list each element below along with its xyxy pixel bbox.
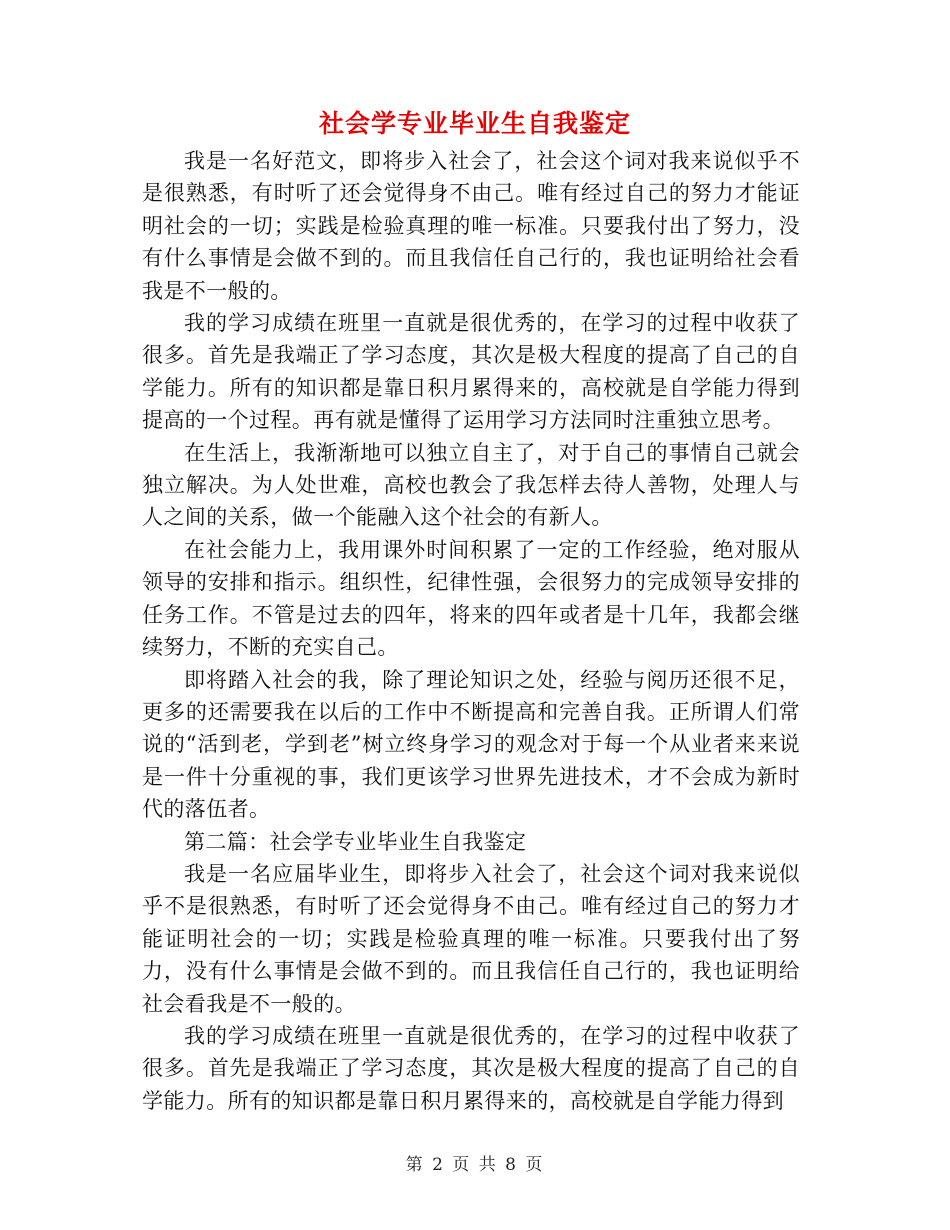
paragraph-intro: 我是一名好范文，即将步入社会了，社会这个词对我来说似乎不是很熟悉，有时听了还会觉得身不由己。唯有经过自己的努力才能证明社会的一切；实践是检验真理的唯一标准。只要我付出了努力，没有什么事情是会做不到的。而且我信任自己行的，我也证明给社会看我是不一般的。 bbox=[142, 149, 800, 303]
section-heading-part-two: 第二篇：社会学专业毕业生自我鉴定 bbox=[184, 829, 527, 854]
paragraph-study: 我的学习成绩在班里一直就是很优秀的，在学习的过程中收获了很多。首先是我端正了学习态度，其次是极大程度的提高了自己的自学能力。所有的知识都是靠日积月累得来的，高校就是自学能力得到提高的一个过程。再有就是懂得了运用学习方法同时注重独立思考。 bbox=[142, 311, 800, 433]
document-body bbox=[142, 145, 800, 1117]
paragraph-study-part-two: 我的学习成绩在班里一直就是很优秀的，在学习的过程中收获了很多。首先是我端正了学习态度，其次是极大程度的提高了自己的自学能力。所有的知识都是靠日积月累得来的，高校就是自学能力得到 bbox=[142, 1023, 800, 1113]
paragraph-intro-part-two: 我是一名应届毕业生，即将步入社会了，社会这个词对我来说似乎不是很熟悉，有时听了还会觉得身不由己。唯有经过自己的努力才能证明社会的一切；实践是检验真理的唯一标准。只要我付出了努力，没有什么事情是会做不到的。而且我信任自己行的，我也证明给社会看我是不一般的。 bbox=[142, 861, 800, 1016]
page-number-footer: 第 2 页 共 8 页 bbox=[405, 1155, 545, 1175]
paragraph-social-ability: 在社会能力上，我用课外时间积累了一定的工作经验，绝对服从领导的安排和指示。组织性，纪律性强，会很努力的完成领导安排的任务工作。不管是过去的四年，将来的四年或者是十几年，我都会继续努力，不断的充实自己。 bbox=[142, 537, 800, 660]
paragraph-future: 即将踏入社会的我，除了理论知识之处，经验与阅历还很不足，更多的还需要我在以后的工作中不断提高和完善自我。正所谓人们常说的“活到老，学到老”树立终身学习的观念对于每一个从业者来来说是一件十分重视的事，我们更该学习世界先进技术，才不会成为新时代的落伍者。 bbox=[142, 667, 800, 822]
document-title: 社会学专业毕业生自我鉴定 bbox=[318, 109, 631, 138]
paragraph-life: 在生活上，我渐渐地可以独立自主了，对于自己的事情自己就会独立解决。为人处世难，高校也教会了我怎样去待人善物，处理人与人之间的关系，做一个能融入这个社会的有新人。 bbox=[142, 440, 800, 530]
